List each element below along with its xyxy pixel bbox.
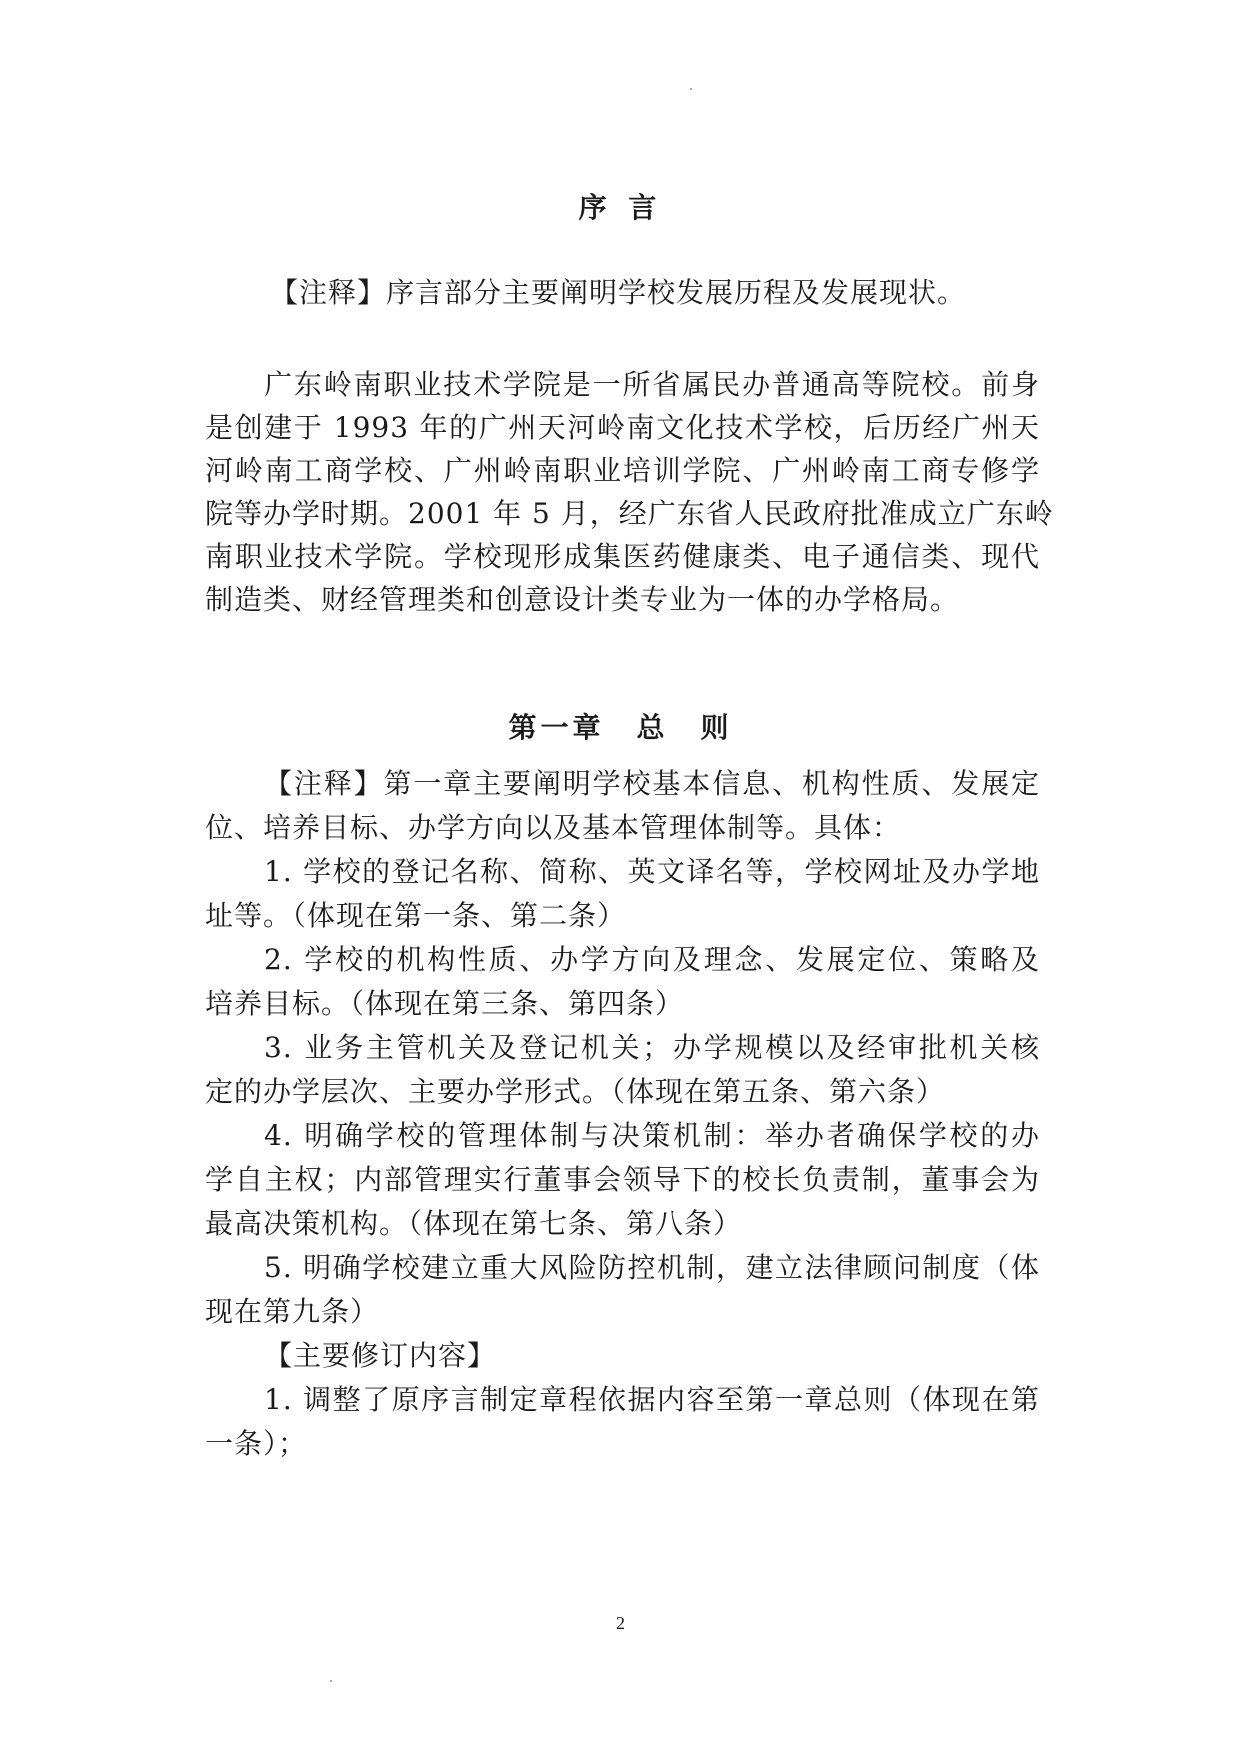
page-number: 2	[616, 1613, 625, 1633]
chapter1-line: 址等。（体现在第一条、第二条）	[205, 899, 627, 932]
chapter1-line: 5. 明确学校建立重大风险防控机制，建立法律顾问制度（体	[264, 1251, 1040, 1284]
chapter1-line: 3. 业务主管机关及登记机关；办学规模以及经审批机关核	[264, 1031, 1040, 1064]
preface-line: 南职业技术学院。学校现形成集医药健康类、电子通信类、现代	[205, 540, 1040, 573]
chapter1-line: 最高决策机构。（体现在第七条、第八条）	[205, 1207, 743, 1240]
preface-line: 是创建于 1993 年的广州天河岭南文化技术学校，后历经广州天	[205, 411, 1040, 444]
revision-heading: 【主要修订内容】	[264, 1339, 497, 1372]
preface-line: 制造类、财经管理类和创意设计类专业为一体的办学格局。	[205, 583, 960, 616]
chapter1-line: 一条）；	[205, 1427, 308, 1460]
preface-title: 序 言	[578, 191, 663, 224]
preface-line: 院等办学时期。2001 年 5 月，经广东省人民政府批准成立广东岭	[205, 497, 1054, 530]
preface-line: 河岭南工商学校、广州岭南职业培训学院、广州岭南工商专修学	[205, 454, 1040, 487]
chapter1-line: 学自主权；内部管理实行董事会领导下的校长负责制，董事会为	[205, 1163, 1040, 1196]
preface-line: 广东岭南职业技术学院是一所省属民办普通高等院校。前身	[264, 368, 1040, 401]
chapter1-line: 位、培养目标、办学方向以及基本管理体制等。具体：	[205, 811, 902, 844]
chapter1-title: 第一章 总 则	[508, 711, 733, 744]
preface-note: 【注释】序言部分主要阐明学校发展历程及发展现状。	[270, 276, 967, 309]
chapter1-line: 培养目标。（体现在第三条、第四条）	[205, 987, 685, 1020]
chapter1-line: 1. 学校的登记名称、简称、英文译名等，学校网址及办学地	[264, 855, 1040, 888]
chapter1-line: 【注释】第一章主要阐明学校基本信息、机构性质、发展定	[264, 767, 1040, 800]
chapter1-line: 定的办学层次、主要办学形式。（体现在第五条、第六条）	[205, 1075, 946, 1108]
chapter1-line: 现在第九条）	[205, 1295, 380, 1328]
scan-speck	[330, 1680, 332, 1682]
chapter1-line: 4. 明确学校的管理体制与决策机制：举办者确保学校的办	[264, 1119, 1040, 1152]
chapter1-line: 2. 学校的机构性质、办学方向及理念、发展定位、策略及	[264, 943, 1040, 976]
chapter1-line: 1. 调整了原序言制定章程依据内容至第一章总则（体现在第	[264, 1383, 1040, 1416]
scan-speck	[690, 88, 692, 90]
